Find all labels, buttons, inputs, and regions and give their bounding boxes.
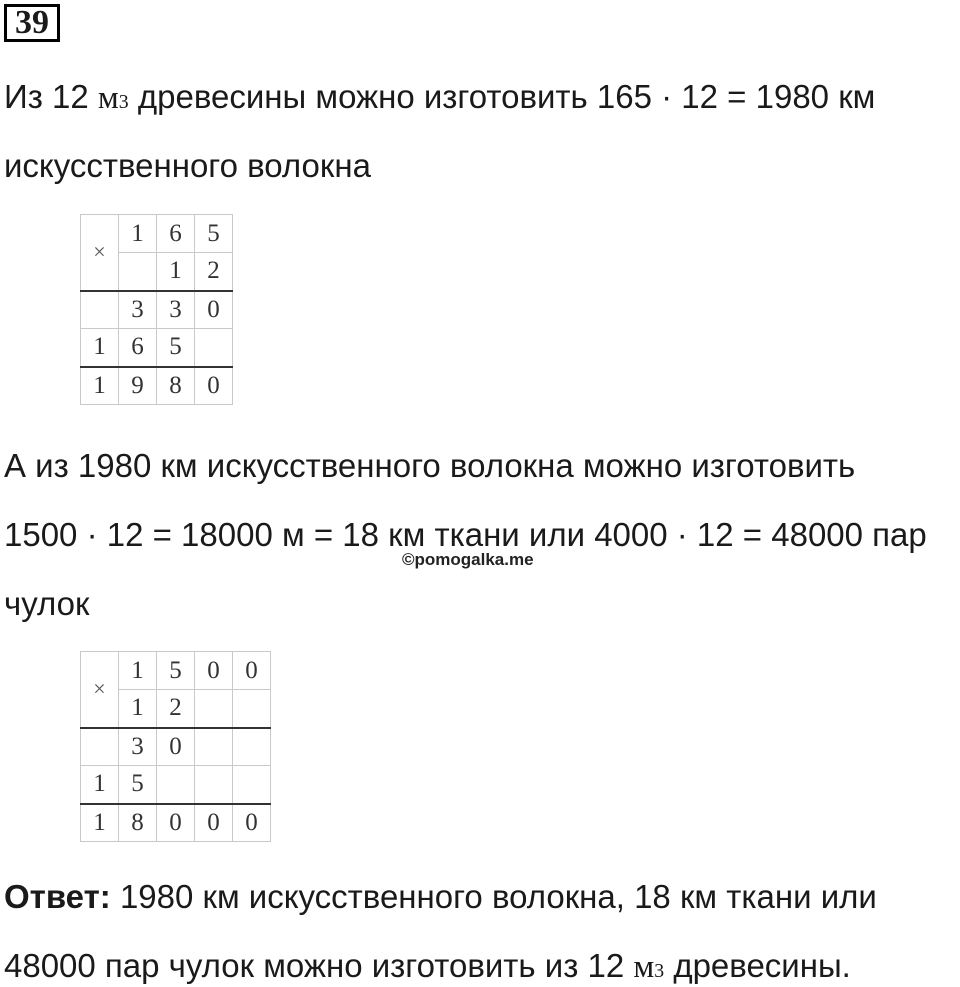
digit: 3 bbox=[119, 728, 157, 766]
multiply-sign: × bbox=[81, 652, 119, 728]
digit: 3 bbox=[119, 291, 157, 329]
text: 1980 км искусственного волокна, 18 км ткани или bbox=[119, 878, 877, 915]
paragraph-1-line-2: искусственного волокна bbox=[4, 147, 371, 184]
digit bbox=[81, 728, 119, 766]
digit bbox=[195, 728, 233, 766]
digit: 2 bbox=[157, 690, 195, 728]
digit: 8 bbox=[157, 367, 195, 405]
digit bbox=[119, 253, 157, 291]
digit: 3 bbox=[157, 291, 195, 329]
digit: 6 bbox=[157, 215, 195, 253]
digit bbox=[195, 329, 233, 367]
digit bbox=[233, 690, 271, 728]
answer-label: Ответ: bbox=[4, 878, 111, 915]
text: 48000 пар чулок можно изготовить из 12 bbox=[4, 947, 625, 984]
digit: 0 bbox=[157, 728, 195, 766]
text: Из 12 bbox=[4, 78, 89, 115]
digit: 1 bbox=[81, 804, 119, 842]
digit: 2 bbox=[195, 253, 233, 291]
digit: 0 bbox=[195, 652, 233, 690]
digit: 1 bbox=[119, 215, 157, 253]
digit: 1 bbox=[81, 766, 119, 804]
problem-number: 39 bbox=[4, 4, 60, 42]
text: древесины можно изготовить 165 · 12 = 1980 км bbox=[137, 78, 876, 115]
digit: 1 bbox=[119, 652, 157, 690]
digit: 5 bbox=[157, 652, 195, 690]
paragraph-2-line-2: 1500 · 12 = 18000 м = 18 км ткани или 4000 · 12 = 48000 пар bbox=[4, 516, 927, 553]
digit: 0 bbox=[233, 804, 271, 842]
digit: 0 bbox=[195, 804, 233, 842]
paragraph-1-line-1 bbox=[4, 77, 875, 118]
digit bbox=[233, 728, 271, 766]
digit: 5 bbox=[119, 766, 157, 804]
digit: 0 bbox=[195, 367, 233, 405]
digit: 1 bbox=[119, 690, 157, 728]
digit bbox=[81, 291, 119, 329]
digit bbox=[157, 766, 195, 804]
answer-line-1 bbox=[4, 877, 877, 917]
multiplication-1500x12 bbox=[80, 651, 271, 842]
digit: 6 bbox=[119, 329, 157, 367]
digit: 5 bbox=[157, 329, 195, 367]
multiplication-165x12 bbox=[80, 214, 233, 405]
paragraph-2-line-1: А из 1980 км искусственного волокна можно изготовить bbox=[4, 447, 856, 484]
digit: 1 bbox=[81, 367, 119, 405]
unit-cubic-meter: $м^3$ bbox=[97, 80, 129, 116]
digit: 5 bbox=[195, 215, 233, 253]
digit: 0 bbox=[195, 291, 233, 329]
digit bbox=[195, 766, 233, 804]
watermark: ©pomogalka.me bbox=[402, 550, 534, 569]
paragraph-2-line-3: чулок bbox=[4, 585, 90, 622]
multiply-sign: × bbox=[81, 215, 119, 291]
digit: 0 bbox=[157, 804, 195, 842]
digit: 1 bbox=[81, 329, 119, 367]
digit: 8 bbox=[119, 804, 157, 842]
digit bbox=[233, 766, 271, 804]
digit: 9 bbox=[119, 367, 157, 405]
digit: 1 bbox=[157, 253, 195, 291]
unit-cubic-meter: $м^3$ bbox=[633, 949, 665, 985]
text: древесины. bbox=[673, 947, 851, 984]
digit: 0 bbox=[233, 652, 271, 690]
digit bbox=[195, 690, 233, 728]
answer-line-2 bbox=[4, 946, 851, 987]
